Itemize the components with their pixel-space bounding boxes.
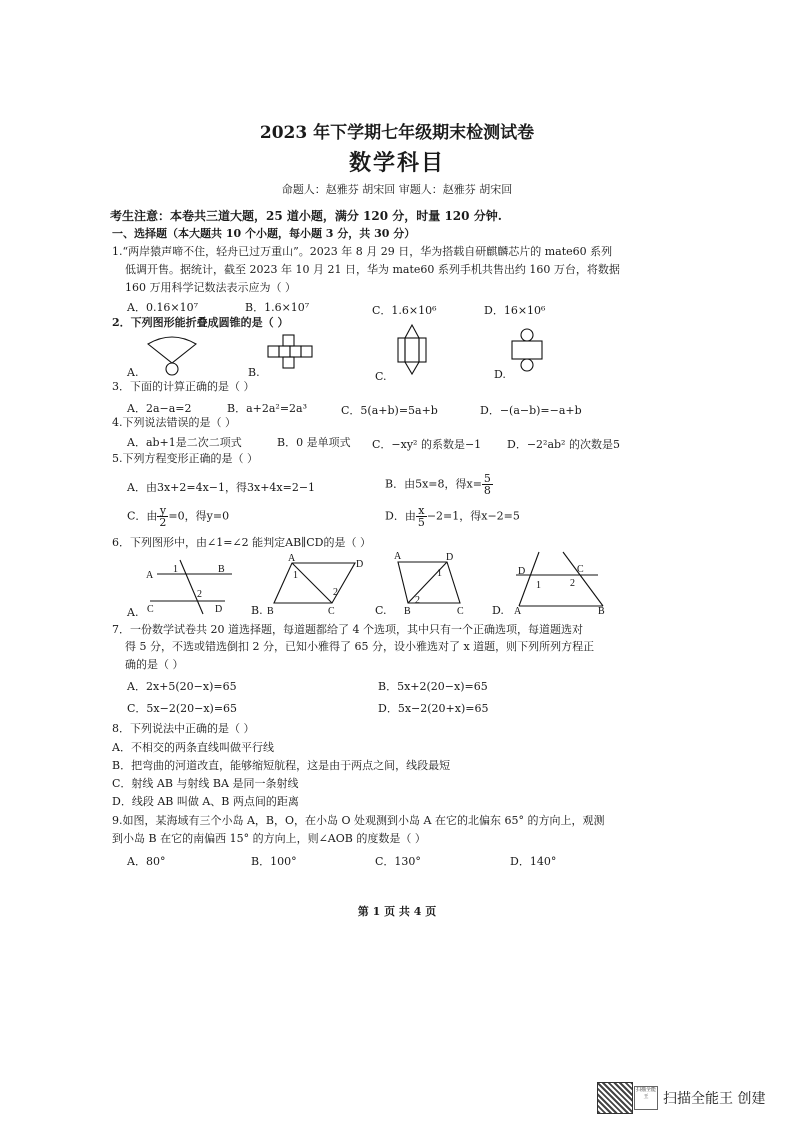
exam-notice: 考生注意：本卷共三道大题，25 道小题，满分 120 分，时量 120 分钟. [110,209,502,223]
option-d: D．线段 AB 叫做 A、B 两点间的距离 [112,795,299,808]
option-c: C．5x−2(20−x)=65 [127,702,238,715]
label-d: D [446,552,454,563]
scanner-watermark [597,1080,777,1116]
question-text: 160 万用科学记数法表示应为（ ） [125,281,296,294]
app-logo-icon: 扫描全能王 [634,1086,658,1110]
label-angle-1: 1 [293,570,298,581]
option-c: C. [375,370,387,383]
label-a: A [288,553,296,564]
option-c: C．1.6×10⁶ [372,304,437,317]
question-text: 4.下列说法错误的是（ ） [112,416,236,429]
option-d: D. [492,604,504,617]
qr-logo-icon [597,1082,633,1114]
numerator: 5 [483,472,491,485]
label-c: C [147,604,154,615]
question-text: 确的是（ ） [125,658,184,671]
question-text: 8．下列说法中正确的是（ ） [112,722,255,735]
numerator: x [416,505,427,517]
denominator: 2 [159,516,167,529]
label-angle-2: 2 [333,587,338,598]
label-angle-1: 1 [173,564,178,575]
option-a: A．ab+1是二次二项式 [127,436,242,449]
question-text: 得 5 分，不选或错选倒扣 2 分，已知小雅得了 65 分，设小雅选对了 x 道题，则下列所列方程正 [125,640,595,653]
option-c-text: =0，得y=0 [168,509,230,523]
option-d-text: −2=1，得x−2=5 [426,509,520,523]
label-d: D [215,604,223,615]
option-a: A．不相交的两条直线叫做平行线 [112,741,274,754]
option-b: B．a+2a²=2a³ [227,402,308,415]
option-c: C．射线 AB 与射线 BA 是同一条射线 [112,777,299,790]
figure-c-quadrilateral [394,551,464,617]
option-a: A．由3x+2=4x−1，得3x+4x=2−1 [127,481,316,494]
question-text: 5.下列方程变形正确的是（ ） [112,452,258,465]
label-d: D [356,559,364,570]
question-text: 2．下列图形能折叠成圆锥的是（ ） [112,316,289,329]
option-a: A．80° [127,855,166,868]
numerator: y [157,505,168,517]
option-d: D. [494,368,506,381]
option-b: B．0 是单项式 [277,436,351,449]
option-b: B．把弯曲的河道改直，能够缩短航程，这是由于两点之间，线段最短 [112,759,451,772]
option-d: D．−(a−b)=−a+b [480,404,582,417]
label-b: B [267,606,274,617]
page-number: 第 1 页 共 4 页 [357,905,437,918]
option-c: C．5(a+b)=5a+b [341,404,438,417]
label-a: A [514,606,522,617]
question-text: 9.如图，某海域有三个小岛 A，B，O，在小岛 O 处观测到小岛 A 在它的北偏东 65° 的方向上，观测 [112,814,605,827]
option-a: A．0.16×10⁷ [127,301,199,314]
option-a: A．2x+5(20−x)=65 [127,680,237,693]
figure-a-parallel-lines [146,560,232,615]
option-c-text: C．由 [127,509,158,523]
label-angle-2: 2 [570,578,575,589]
label-angle-1: 1 [536,580,541,591]
section-heading: 一、选择题（本大题共 10 个小题，每小题 3 分，共 30 分） [112,227,416,240]
option-b: B. [248,366,260,379]
option-d: D．140° [510,855,557,868]
option-b: B．1.6×10⁷ [245,301,310,314]
option-c: C．−xy² 的系数是−1 [372,438,482,451]
denominator: 5 [417,516,425,529]
label-a: A [394,551,402,562]
question-text: 6．下列图形中，由∠1=∠2 能判定AB∥CD的是（ ） [112,536,371,549]
question-text: 7．一份数学试卷共 20 道选择题，每道题都给了 4 个选项，其中只有一个正确选项，每道题选对 [112,623,583,636]
subject-title: 数学科目 [348,150,445,176]
label-a: A [146,570,154,581]
option-a: A. [127,606,139,619]
option-b: B. [251,604,263,617]
label-angle-2: 2 [415,595,420,606]
label-angle-1: 1 [437,568,442,579]
label-c: C [328,606,335,617]
option-a: A．2a−a=2 [127,402,192,415]
option-d: D．5x−2(20+x)=65 [378,702,489,715]
question-text: 低调开售。据统计，截至 2023 年 10 月 21 日，华为 mate60 系列手机共售出约 160 万台，将数据 [125,263,620,276]
exam-title: 2023 年下学期七年级期末检测试卷 [259,123,535,143]
label-d: D [518,566,526,577]
option-b: B．100° [251,855,297,868]
label-b: B [598,606,605,617]
label-b: B [404,606,411,617]
option-c: C．130° [375,855,421,868]
option-b: B．5x+2(20−x)=65 [378,680,488,693]
question-text: 3．下面的计算正确的是（ ） [112,380,255,393]
option-a: A. [127,366,139,379]
figure-b-quadrilateral [267,553,363,617]
option-d-text: D．由 [385,509,416,523]
question-text: 1.“两岸猿声啼不住，轻舟已过万重山”。2023 年 8 月 29 日，华为搭载自研麒麟芯片的 mate60 系列 [112,245,613,258]
figure-d-triangle [514,552,605,617]
denominator: 8 [483,484,491,497]
label-c: C [457,606,464,617]
label-angle-2: 2 [197,589,202,600]
label-c: C [577,564,584,575]
option-b-text: B．由5x=8，得x= [385,477,482,491]
option-c: C. [375,604,387,617]
authors-line: 命题人：赵雅芬 胡宋回 审题人：赵雅芬 胡宋回 [281,183,513,196]
watermark-text: 扫描全能王 创建 [663,1091,766,1107]
question-text: 到小岛 B 在它的南偏西 15° 的方向上，则∠AOB 的度数是（ ） [112,832,426,845]
option-d: D．−2²ab² 的次数是5 [507,438,620,451]
label-b: B [218,564,225,575]
option-d: D．16×10⁶ [484,304,546,317]
